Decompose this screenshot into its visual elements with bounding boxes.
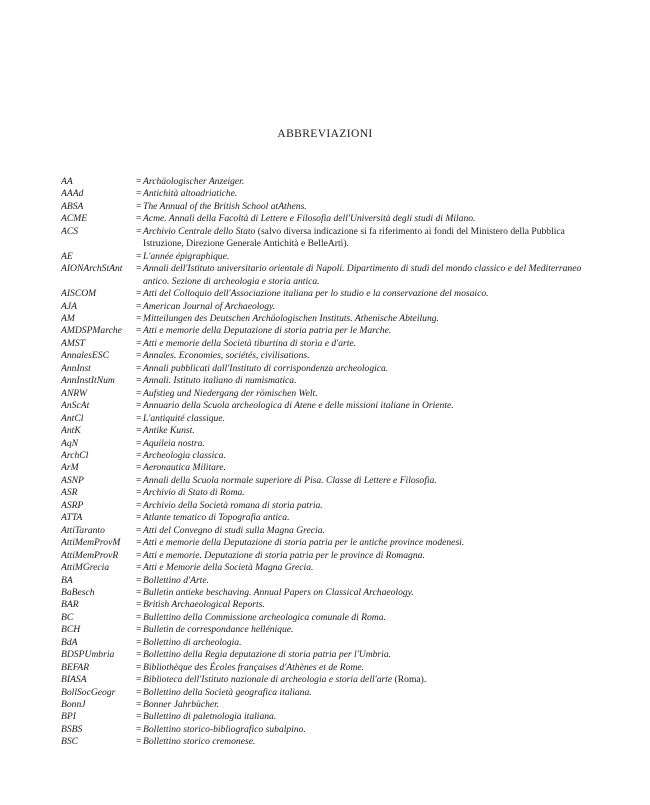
abbreviation: BollSocGeogr [61,686,116,698]
definition [143,736,601,748]
list-item [61,487,601,499]
list-item [61,500,601,512]
definition [143,624,601,636]
definition [143,301,601,313]
definition-title: Bullettino della Commissione archeologica comunale di Roma. [143,611,386,623]
abbreviation: AttiMGrecia [61,562,110,574]
definition-title: Aquileia nostra. [143,437,205,449]
equals-sign: = [136,524,142,536]
definition-title: Archeologia classica. [143,449,226,461]
abbreviation: AE [61,250,73,262]
equals-sign: = [136,661,142,673]
definition [143,637,601,649]
equals-sign: = [136,611,142,623]
abbreviation: ANRW [61,387,87,399]
equals-sign: = [136,574,142,586]
definition [143,201,601,213]
list-item [61,537,601,549]
definition [143,350,601,362]
list-item [61,637,601,649]
definition-title: Annales. Economies, sociétés, civilisations. [143,350,310,362]
abbreviation: ASR [61,487,78,499]
abbreviation: BonnJ [61,699,86,711]
definition-title: Bulletin de correspondance hellénique. [143,624,294,636]
list-item [61,550,601,562]
equals-sign: = [136,350,142,362]
definition-title: Archivio della Società romana di storia patria. [143,499,323,511]
list-item [61,201,601,213]
definition-title: Atti e memorie. Deputazione di storia patria per le province di Romagna. [143,549,425,561]
definition-title: Atti e Memorie della Società Magna Grecia. [143,562,314,574]
abbreviation: AnnInst [61,362,91,374]
equals-sign: = [136,549,142,561]
list-item [61,599,601,611]
definition-title: Atlante tematico di Topografia antica. [143,512,290,524]
definition [143,450,601,462]
abbreviation: ACS [61,225,79,237]
equals-sign: = [136,263,142,275]
definition [143,251,601,263]
definition-title: Annali dell'Istituto universitario orientale di Napoli. Dipartimento di studi del mondo classico e del Mediterraneo antico. Sezione di archeologia e storia antica. [143,263,582,287]
list-item [61,263,601,288]
definition [143,711,601,723]
definition-title: Bonner Jahrbücher. [143,699,220,711]
list-item [61,736,601,748]
page-title: ABBREVIAZIONI [277,128,373,140]
abbreviation: BaBesch [61,586,95,598]
equals-sign: = [136,250,142,262]
abbreviation-list [61,176,601,749]
equals-sign: = [136,562,142,574]
definition [143,500,601,512]
equals-sign: = [136,674,142,686]
equals-sign: = [136,425,142,437]
abbreviation: ArM [61,462,79,474]
definition-title: Atti e memorie della Società tiburtina di storia e d'arte. [143,337,357,349]
definition-title: Bollettino di archeologia. [143,636,242,648]
abbreviation: AqN [61,437,79,449]
list-item [61,375,601,387]
equals-sign: = [136,499,142,511]
abbreviation: BAR [61,599,79,611]
definition-title: Annali. Istituto italiano di numismatica. [143,375,297,387]
definition [143,550,601,562]
definition [143,425,601,437]
abbreviation: AnnalesESC [61,350,109,362]
definition [143,575,601,587]
definition [143,649,601,661]
definition-title: Aufstieg und Niedergang der römischen Welt. [143,387,318,399]
definition-title: L'année épigraphique. [143,250,230,262]
definition-title: Acme. Annali della Facoltà di Lettere e Filosofia dell'Università degli studi di Milano. [143,213,476,225]
list-item [61,251,601,263]
equals-sign: = [136,325,142,337]
equals-sign: = [136,213,142,225]
equals-sign: = [136,474,142,486]
definition [143,699,601,711]
definition [143,226,601,251]
abbreviation: AttiTaranto [61,524,105,536]
definition [143,338,601,350]
equals-sign: = [136,512,142,524]
abbreviation: AMDSPMarche [61,325,122,337]
definition-title: Atti e memorie della Deputazione di storia patria per le antiche province modenesi. [143,537,465,549]
definition-title: Atti del Colloquio dell'Associazione italiana per lo studio e la conservazione del mosaico. [143,288,489,300]
definition [143,438,601,450]
definition-title: Bollettino della Società geografica italiana. [143,686,312,698]
list-item [61,624,601,636]
definition [143,462,601,474]
equals-sign: = [136,312,142,324]
list-item [61,413,601,425]
abbreviation: AIONArchStAnt [61,263,123,275]
abbreviation: ABSA [61,200,84,212]
definition-title: L'antiquité classique. [143,412,225,424]
equals-sign: = [136,449,142,461]
list-item [61,425,601,437]
list-item [61,188,601,200]
list-item [61,724,601,736]
definition [143,313,601,325]
abbreviation: BPI [61,711,76,723]
definition-title: Archivio Centrale dello Stato [143,225,256,237]
abbreviation: BCH [61,624,81,636]
list-item [61,512,601,524]
definition [143,375,601,387]
list-item [61,301,601,313]
list-item [61,338,601,350]
equals-sign: = [136,462,142,474]
equals-sign: = [136,537,142,549]
definition [143,687,601,699]
list-item [61,649,601,661]
definition [143,263,601,288]
list-item [61,575,601,587]
definition-title: Bulletin antieke beschaving. Annual Papers on Classical Archaeology. [143,586,414,598]
equals-sign: = [136,337,142,349]
abbreviation: BdA [61,636,78,648]
list-item [61,612,601,624]
definition [143,400,601,412]
equals-sign: = [136,375,142,387]
equals-sign: = [136,188,142,200]
equals-sign: = [136,437,142,449]
abbreviation: BEFAR [61,661,90,673]
abbreviation: BSC [61,736,79,748]
abbreviation: AAAd [61,188,84,200]
list-item [61,363,601,375]
definition-title: Bibliothèque des Écoles françaises d'Athènes et de Rome. [143,661,365,673]
equals-sign: = [136,387,142,399]
definition [143,325,601,337]
definition-title: Bollettino d'Arte. [143,574,209,586]
list-item [61,325,601,337]
definition [143,662,601,674]
definition-title: Biblioteca dell'Istituto nazionale di archeologia e storia dell'arte [143,674,393,686]
definition-title: Archäologischer Anzeiger. [143,176,245,187]
definition [143,599,601,611]
definition-title: Bollettino storico-bibliografico subalpino. [143,723,306,735]
definition [143,724,601,736]
equals-sign: = [136,599,142,611]
definition-title: Archivio di Stato di Roma. [143,487,245,499]
list-item [61,213,601,225]
definition-title: Antichità altoadriatiche. [143,188,238,200]
definition-title: Bollettino della Regia deputazione di storia patria per l'Umbria. [143,649,392,661]
equals-sign: = [136,400,142,412]
list-item [61,313,601,325]
abbreviation: BC [61,611,74,623]
abbreviation: BDSPUmbria [61,649,115,661]
abbreviation: AttiMemProvR [61,549,119,561]
definition [143,363,601,375]
definition-title: Annali pubblicati dall'Instituto di corrispondenza archeologica. [143,362,389,374]
abbreviation: AnScAt [61,400,90,412]
equals-sign: = [136,649,142,661]
equals-sign: = [136,686,142,698]
definition [143,512,601,524]
abbreviation: AISCOM [61,288,97,300]
list-item [61,587,601,599]
equals-sign: = [136,487,142,499]
equals-sign: = [136,723,142,735]
list-item [61,438,601,450]
definition-title: Atti del Convegno di studi sulla Magna Grecia. [143,524,325,536]
equals-sign: = [136,699,142,711]
abbreviation: ACME [61,213,88,225]
list-item [61,450,601,462]
list-item [61,176,601,188]
definition-title: Antike Kunst. [143,425,195,437]
definition [143,487,601,499]
equals-sign: = [136,624,142,636]
definition [143,475,601,487]
abbreviation: AM [61,312,75,324]
list-item [61,525,601,537]
equals-sign: = [136,362,142,374]
abbreviation: AMST [61,337,85,349]
abbreviation: AJA [61,300,77,312]
list-item [61,350,601,362]
list-item [61,288,601,300]
definition-note: (Roma). [392,674,427,686]
abbreviation: AnnInstItNum [61,375,115,387]
definition [143,413,601,425]
list-item [61,699,601,711]
definition-title: Bullettino di paletnologia italiana. [143,711,277,723]
abbreviation: BIASA [61,674,87,686]
abbreviation: ASRP [61,499,84,511]
abbreviation: ATTA [61,512,83,524]
list-item [61,462,601,474]
definition-note: (salvo diversa indicazione si fa riferimento ai fondi del Ministero della Pubblica Istruzione, Direzione Generale Antichità e BelleArti). [143,225,565,250]
abbreviation: AttiMemProvM [61,537,121,549]
definition-title: Mitteilungen des Deutschen Archäologischen Instituts. Athenische Abteilung. [143,312,439,324]
definition-title: Annali della Scuola normale superiore di Pisa. Classe di Lettere e Filosofia. [143,474,437,486]
definition [143,612,601,624]
list-item [61,662,601,674]
definition [143,288,601,300]
equals-sign: = [136,225,142,237]
definition [143,388,601,400]
definition [143,213,601,225]
abbreviation: BA [61,574,73,586]
definition-title: British Archaeological Reports. [143,599,265,611]
list-item [61,687,601,699]
abbreviation: ASNP [61,474,84,486]
abbreviation: AA [61,176,73,187]
definition [143,176,601,188]
equals-sign: = [136,636,142,648]
definition-title: American Journal of Archaeology. [143,300,276,312]
abbreviation: ArchCl [61,449,89,461]
list-item [61,226,601,251]
list-item [61,475,601,487]
equals-sign: = [136,736,142,748]
definition [143,188,601,200]
list-item [61,711,601,723]
list-item [61,674,601,686]
equals-sign: = [136,288,142,300]
definition-title: Aeronautica Militare. [143,462,226,474]
definition-title: The Annual of the British School atAthens. [143,200,307,212]
definition [143,587,601,599]
definition-title: Annuario della Scuola archeologica di Atene e delle missioni italiane in Oriente. [143,400,454,412]
list-item [61,400,601,412]
equals-sign: = [136,200,142,212]
equals-sign: = [136,176,142,187]
definition [143,525,601,537]
definition-title: Bollettino storico cremonese. [143,736,256,748]
list-item [61,388,601,400]
abbreviation: BSBS [61,723,83,735]
definition [143,562,601,574]
definition [143,537,601,549]
list-item [61,562,601,574]
definition-title: Atti e memorie della Deputazione di storia patria per le Marche. [143,325,392,337]
definition [143,674,601,686]
abbreviation: AntK [61,425,81,437]
abbreviation: AntCl [61,412,84,424]
equals-sign: = [136,586,142,598]
equals-sign: = [136,300,142,312]
equals-sign: = [136,412,142,424]
equals-sign: = [136,711,142,723]
